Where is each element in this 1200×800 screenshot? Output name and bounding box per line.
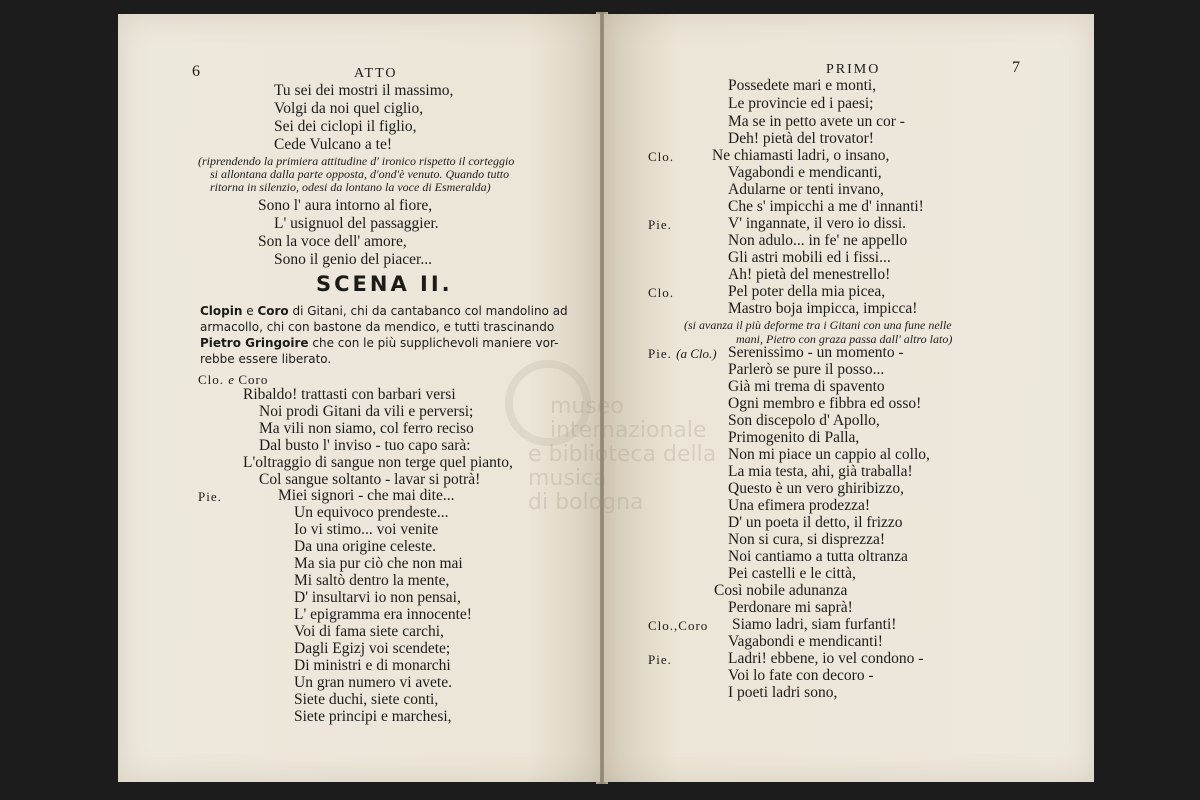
speaker-label: Clo. (648, 285, 675, 300)
verse-line: Un equivoco prendeste... (294, 504, 449, 521)
verse-line: Non si cura, si disprezza! (728, 531, 886, 548)
verse-line: Voi di fama siete carchi, (294, 623, 444, 640)
verse-line: Siamo ladri, siam furfanti! (732, 616, 897, 633)
watermark-line: e biblioteca della musica (528, 442, 717, 491)
verse-line: La mia testa, ahi, già traballa! (728, 463, 913, 480)
stage-direction-line: si allontana dalla parte opposta, d'ond'è venuto. Quando tutto (210, 167, 510, 181)
verse-line: Perdonare mi saprà! (728, 599, 853, 616)
page-number-left: 6 (192, 63, 200, 80)
speaker-label: Clo.,Coro (648, 618, 709, 633)
verse-line: Miei signori - che mai dite... (278, 487, 455, 504)
verse-line: Cede Vulcano a te! (274, 136, 392, 153)
verse-line: Ma vili non siamo, col ferro reciso (259, 420, 474, 437)
verse-line: Voi lo fate con decoro - (728, 667, 874, 684)
verse-line: Pel poter della mia picea, (728, 283, 886, 300)
scene-description-line: Clopin e Coro di Gitani, chi da cantabanco col mandolino ad (200, 304, 568, 318)
verse-line: Così nobile adunanza (714, 582, 848, 599)
verse-line: Ogni membro e fibbra ed osso! (728, 395, 922, 412)
verse-line: Deh! pietà del trovator! (728, 130, 874, 147)
stage-direction-line: (riprendendo la primiera attitudine d' ironico rispetto il corteggio (198, 154, 515, 168)
verse-line: Sono l' aura intorno al fiore, (258, 197, 433, 214)
verse-line: Ma sia pur ciò che non mai (294, 555, 463, 572)
verse-line: L'oltraggio di sangue non terge quel pianto, (243, 454, 513, 471)
verse-line: L' epigramma era innocente! (294, 606, 472, 623)
speaker-label: Pie. (648, 652, 672, 667)
verse-line: Ah! pietà del menestrello! (728, 266, 891, 283)
scene-title: SCENA II. (316, 272, 453, 296)
verse-line: Non adulo... in fe' ne appello (728, 232, 908, 249)
verse-line: Da una origine celeste. (294, 538, 437, 555)
verse-line: Col sangue soltanto - lavar si potrà! (259, 471, 481, 488)
verse-line: Noi cantiamo a tutta oltranza (728, 548, 908, 565)
verse-line: Un gran numero vi avete. (294, 674, 452, 691)
scene-description-line: rebbe essere liberato. (200, 352, 332, 366)
speaker-label: Clo. e Coro (198, 372, 269, 387)
verse-line: Sono il genio del piacer... (274, 251, 432, 268)
verse-line: Ribaldo! trattasti con barbari versi (243, 386, 456, 403)
verse-line: Ma se in petto avete un cor - (728, 113, 905, 130)
speaker-label: Pie. (648, 217, 672, 232)
verse-line: Adularne or tenti invano, (728, 181, 884, 198)
verse-line: Son discepolo d' Apollo, (728, 412, 880, 429)
speaker-label: Clo. (648, 149, 675, 164)
verse-line: Volgi da noi quel ciglio, (274, 100, 424, 117)
verse-line: Le provincie ed i paesi; (728, 95, 874, 112)
verse-line: Mastro boja impicca, impicca! (728, 300, 918, 317)
stage-direction-line: ritorna in silenzio, odesi da lontano la voce di Esmeralda) (210, 180, 491, 194)
verse-line: Possedete mari e monti, (728, 77, 877, 94)
verse-line: Non mi piace un cappio al collo, (728, 446, 930, 463)
verse-line: Pei castelli e le città, (728, 565, 856, 582)
watermark-line: museo internazionale (550, 394, 707, 443)
verse-line: Dal busto l' inviso - tuo capo sarà: (259, 437, 471, 454)
verse-line: Noi prodi Gitani da vili e perversi; (259, 403, 474, 420)
stage-direction-line: (si avanza il più deforme tra i Gitani con una fune nelle (684, 318, 952, 332)
verse-line: Siete principi e marchesi, (294, 708, 452, 725)
verse-line: Primogenito di Palla, (728, 429, 860, 446)
verse-line: Dagli Egizj voi scendete; (294, 640, 451, 657)
verse-line: Parlerò se pure il posso... (728, 361, 885, 378)
verse-line: Questo è un vero ghiribizzo, (728, 480, 905, 497)
verse-line: Di ministri e di monarchi (294, 657, 451, 674)
verse-line: Vagabondi e mendicanti! (728, 633, 883, 650)
watermark-line: di bologna (528, 490, 644, 515)
verse-line: D' insultarvi io non pensai, (294, 589, 461, 606)
watermark (500, 395, 740, 515)
verse-line: Che s' impicchi a me d' innanti! (728, 198, 924, 215)
verse-line: Son la voce dell' amore, (258, 233, 407, 250)
scene-description-line: armacollo, chi con bastone da mendico, e tutti trascinando (200, 320, 555, 334)
verse-line: Io vi stimo... voi venite (294, 521, 439, 538)
verse-line: I poeti ladri sono, (728, 684, 838, 701)
verse-line: Ne chiamasti ladri, o insano, (712, 147, 890, 164)
verse-line: Vagabondi e mendicanti, (728, 164, 882, 181)
verse-line: D' un poeta il detto, il frizzo (728, 514, 903, 531)
verse-line: Mi saltò dentro la mente, (294, 572, 450, 589)
running-header-right: PRIMO (826, 62, 881, 77)
verse-line: V' ingannate, il vero io dissi. (728, 215, 907, 232)
stage-direction-line: mani, Pietro con graza passa dall' altro lato) (736, 332, 953, 346)
verse-line: Sei dei ciclopi il figlio, (274, 118, 417, 135)
page-number-right: 7 (1012, 59, 1020, 76)
verse-line: Gli astri mobili ed i fissi... (728, 249, 891, 266)
verse-line: L' usignuol del passaggier. (274, 215, 439, 232)
running-header-left: ATTO (354, 66, 398, 81)
speaker-label: Pie. (a Clo.) (648, 346, 717, 361)
verse-line: Ladri! ebbene, io vel condono - (728, 650, 924, 667)
verse-line: Già mi trema di spavento (728, 378, 885, 395)
verse-line: Serenissimo - un momento - (728, 344, 904, 361)
verse-line: Tu sei dei mostri il massimo, (274, 82, 454, 99)
speaker-label: Pie. (198, 489, 222, 504)
verse-line: Siete duchi, siete conti, (294, 691, 439, 708)
verse-line: Una efimera prodezza! (728, 497, 870, 514)
scene-description-line: Pietro Gringoire che con le più supplichevoli maniere vor- (200, 336, 559, 350)
